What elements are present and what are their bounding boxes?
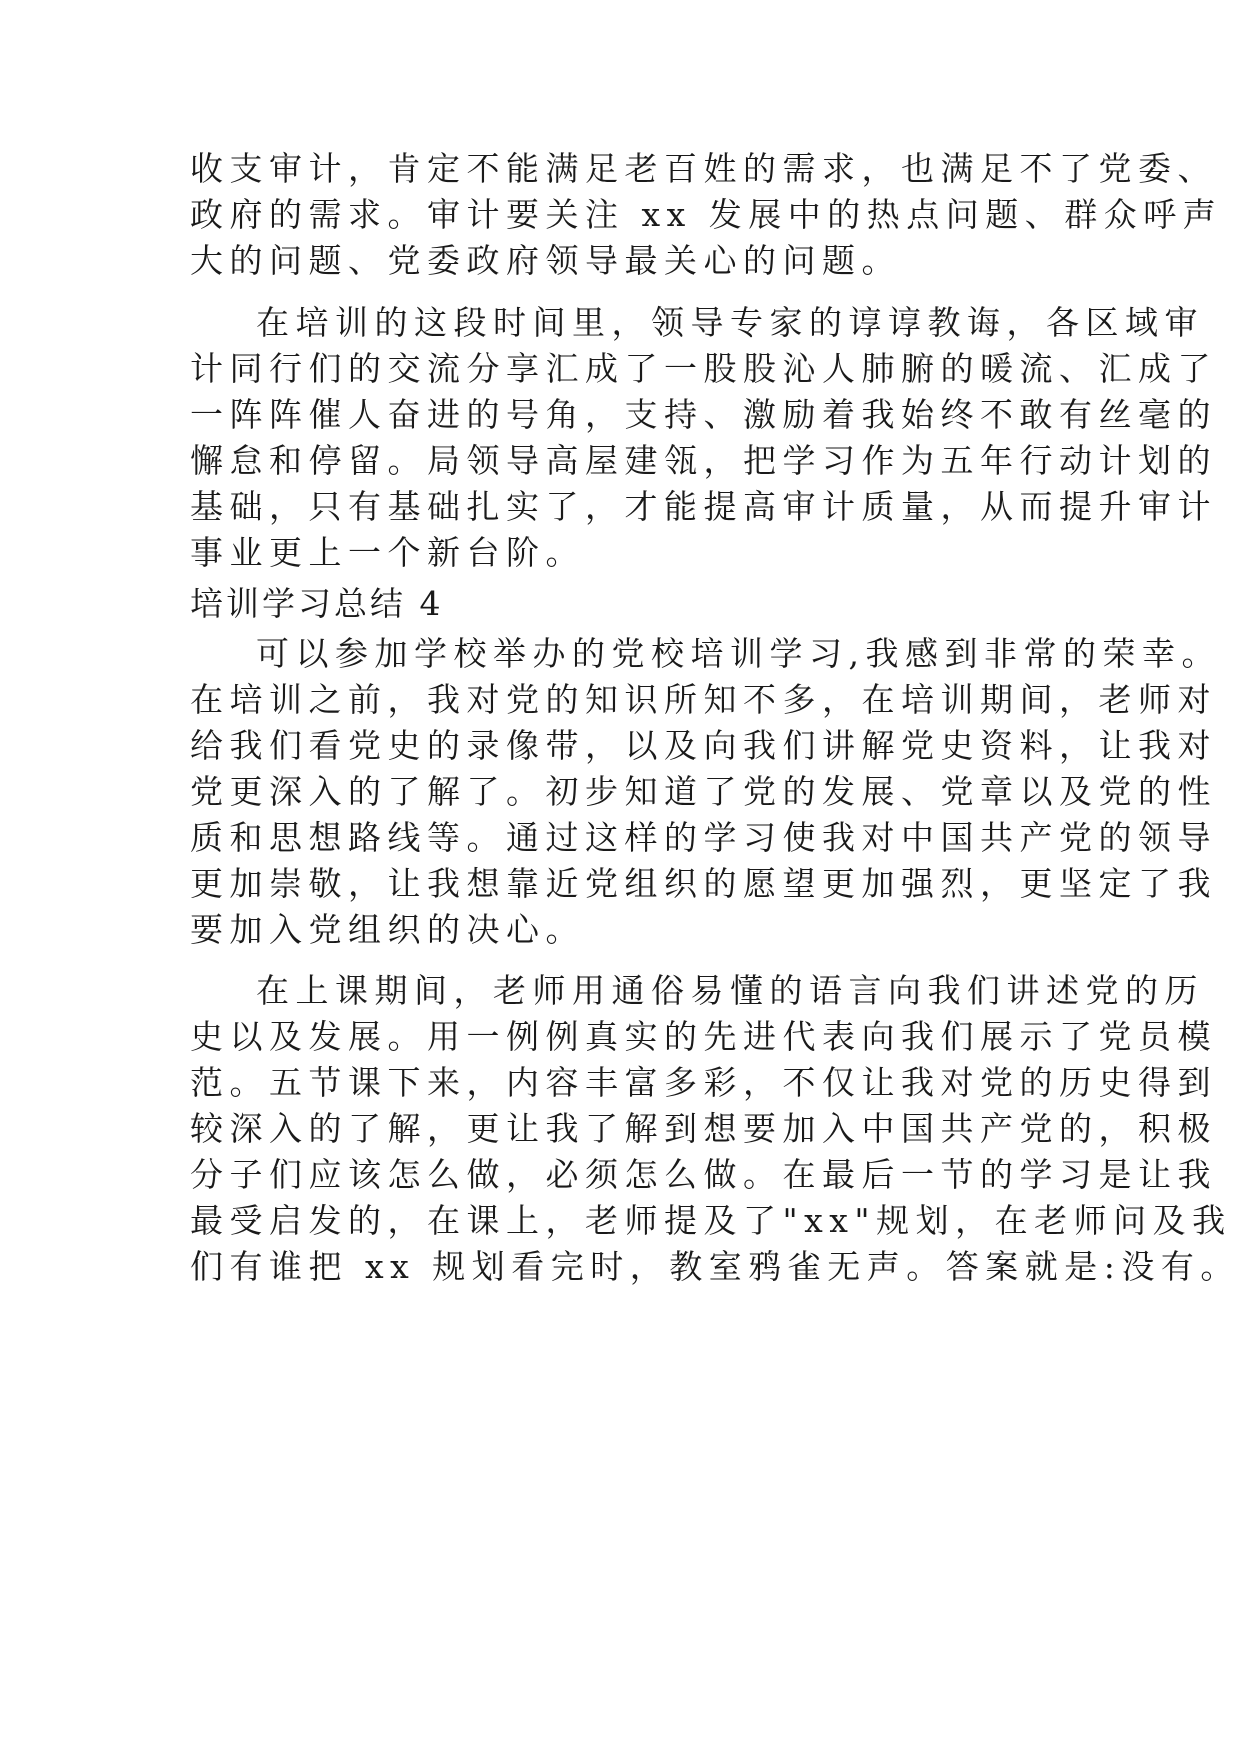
text-line: 分子们应该怎么做，必须怎么做。在最后一节的学习是让我 <box>190 1155 1217 1194</box>
text-line: 大的问题、党委政府领导最关心的问题。 <box>190 241 901 280</box>
text-line: 在培训的这段时间里，领导专家的谆谆教诲，各区域审 <box>256 303 1204 342</box>
section-heading: 培训学习总结 4 <box>190 584 444 623</box>
text-line: 给我们看党史的录像带，以及向我们讲解党史资料，让我对 <box>190 726 1217 765</box>
text-line: 质和思想路线等。通过这样的学习使我对中国共产党的领导 <box>190 818 1217 857</box>
text-line: 较深入的了解，更让我了解到想要加入中国共产党的，积极 <box>190 1109 1217 1148</box>
text-line: 在上课期间，老师用通俗易懂的语言向我们讲述党的历 <box>256 971 1204 1010</box>
text-line: 收支审计，肯定不能满足老百姓的需求，也满足不了党委、 <box>190 149 1217 188</box>
text-line: 党更深入的了解了。初步知道了党的发展、党章以及党的性 <box>190 772 1217 811</box>
text-line: 事业更上一个新台阶。 <box>190 533 585 572</box>
text-line: 一阵阵催人奋进的号角，支持、激励着我始终不敢有丝毫的 <box>190 395 1217 434</box>
text-line: 最受启发的，在课上，老师提及了"xx"规划，在老师问及我 <box>190 1201 1232 1240</box>
text-line: 史以及发展。用一例例真实的先进代表向我们展示了党员模 <box>190 1017 1217 1056</box>
text-line: 可以参加学校举办的党校培训学习,我感到非常的荣幸。 <box>256 634 1221 673</box>
text-line: 要加入党组织的决心。 <box>190 910 585 949</box>
text-line: 懈怠和停留。局领导高屋建瓴，把学习作为五年行动计划的 <box>190 441 1217 480</box>
text-line: 基础，只有基础扎实了，才能提高审计质量，从而提升审计 <box>190 487 1217 526</box>
text-line: 更加崇敬，让我想靠近党组织的愿望更加强烈，更坚定了我 <box>190 864 1217 903</box>
text-line: 在培训之前，我对党的知识所知不多，在培训期间，老师对 <box>190 680 1217 719</box>
text-line: 范。五节课下来，内容丰富多彩，不仅让我对党的历史得到 <box>190 1063 1217 1102</box>
text-line: 政府的需求。审计要关注 xx 发展中的热点问题、群众呼声 <box>190 195 1223 234</box>
text-line: 们有谁把 xx 规划看完时，教室鸦雀无声。答案就是:没有。 <box>190 1247 1240 1286</box>
text-line: 计同行们的交流分享汇成了一股股沁人肺腑的暖流、汇成了 <box>190 349 1217 388</box>
